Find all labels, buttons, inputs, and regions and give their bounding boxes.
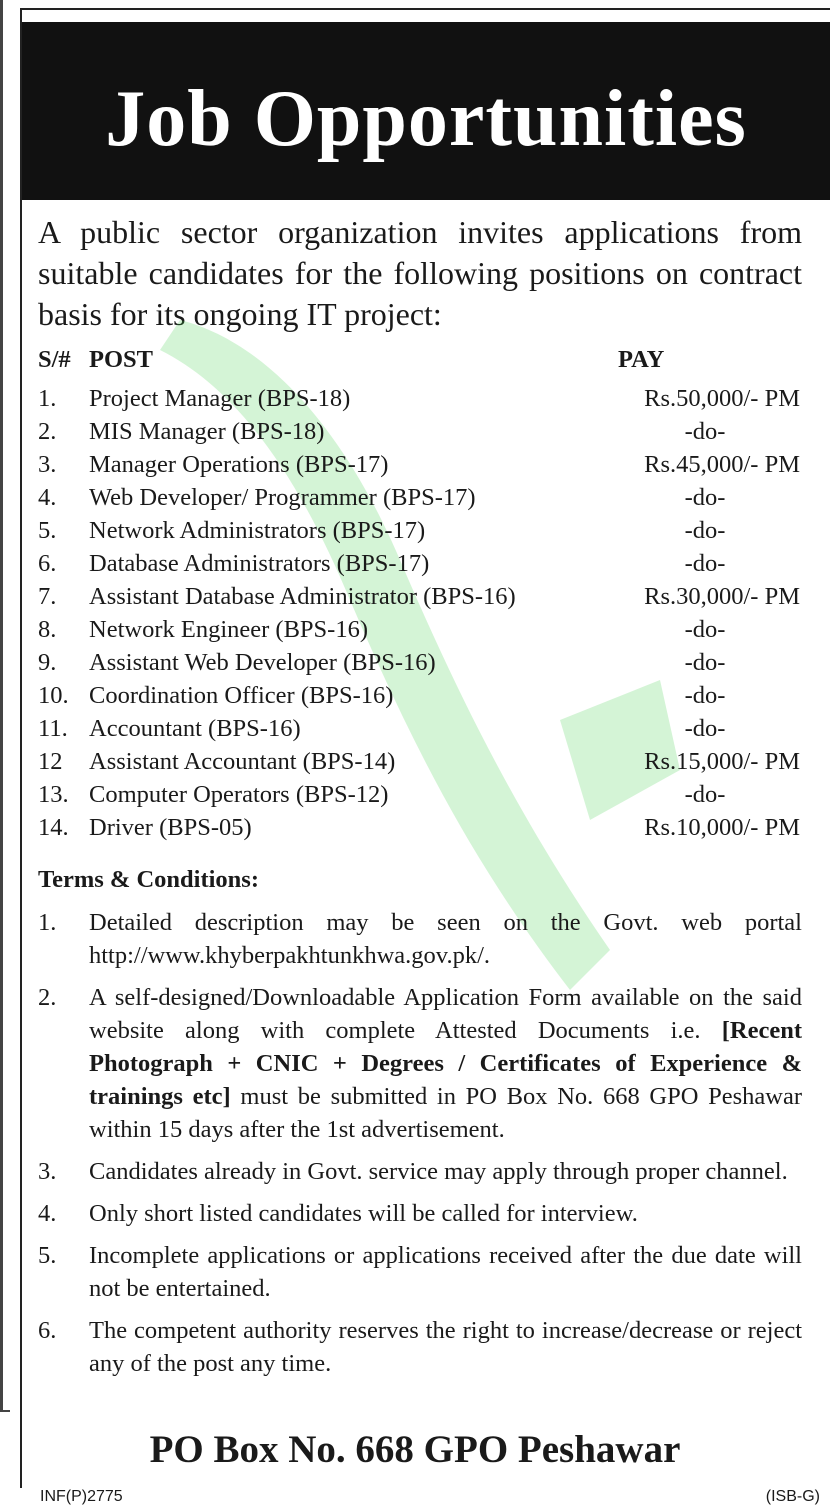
header-post: POST: [89, 346, 153, 373]
row-serial: 1.: [38, 385, 57, 412]
term-number: 4.: [38, 1200, 57, 1227]
row-pay: -do-: [684, 418, 726, 445]
row-pay: -do-: [684, 649, 726, 676]
row-serial: 10.: [38, 682, 69, 709]
row-pay: Rs.45,000/- PM: [644, 451, 800, 478]
row-serial: 11.: [38, 715, 68, 742]
term-number: 2.: [38, 984, 57, 1011]
table-row: [38, 415, 802, 448]
row-serial: 3.: [38, 451, 57, 478]
page-title: Job Opportunities: [105, 75, 747, 163]
row-post: Network Administrators (BPS-17): [89, 517, 426, 544]
term-text: must be submitted in PO Box No. 668 GPO Peshawar within 15 days after the 1st advertisement.: [89, 1083, 803, 1143]
footer-address: PO Box No. 668 GPO Peshawar: [149, 1428, 681, 1471]
term-item: [38, 1239, 802, 1305]
terms-list: [38, 906, 802, 1389]
table-row: [38, 745, 802, 778]
row-post: Coordination Officer (BPS-16): [89, 682, 394, 709]
table-row: [38, 514, 802, 547]
table-row: [38, 679, 802, 712]
table-row: [38, 448, 802, 481]
term-text: A self-designed/Downloadable Application Form available on the said website along with complete Attested Documents i.e.: [89, 984, 802, 1044]
row-post: Project Manager (BPS-18): [89, 385, 351, 412]
term-number: 6.: [38, 1317, 57, 1344]
term-number: 5.: [38, 1242, 57, 1269]
row-pay: -do-: [684, 682, 726, 709]
row-serial: 4.: [38, 484, 57, 511]
row-post: MIS Manager (BPS-18): [89, 418, 325, 445]
row-serial: 2.: [38, 418, 57, 445]
term-item: [38, 981, 802, 1146]
row-pay: Rs.15,000/- PM: [644, 748, 800, 775]
header-serial: S/#: [38, 346, 71, 373]
row-serial: 14.: [38, 814, 69, 841]
table-row: [38, 712, 802, 745]
row-serial: 7.: [38, 583, 57, 610]
term-text: Detailed description may be seen on the Govt. web portal http://www.khyberpakhtunkhwa.gov.pk/.: [89, 909, 802, 969]
row-pay: -do-: [684, 550, 726, 577]
row-serial: 6.: [38, 550, 57, 577]
row-pay: Rs.10,000/- PM: [644, 814, 800, 841]
row-serial: 8.: [38, 616, 57, 643]
row-serial: 13.: [38, 781, 69, 808]
table-row: [38, 481, 802, 514]
frame-left-border: [20, 8, 22, 1488]
table-row: [38, 646, 802, 679]
table-header: [38, 346, 802, 382]
row-serial: 9.: [38, 649, 57, 676]
row-pay: -do-: [684, 715, 726, 742]
row-post: Network Engineer (BPS-16): [89, 616, 368, 643]
intro-paragraph: A public sector organization invites applications from suitable candidates for the following positions on contract basis for its ongoing IT project:: [38, 214, 802, 332]
header-pay: PAY: [618, 346, 665, 373]
term-text: Candidates already in Govt. service may apply through proper channel.: [89, 1158, 788, 1185]
row-post: Assistant Database Administrator (BPS-16): [89, 583, 516, 610]
row-serial: 12: [38, 748, 63, 775]
table-row: [38, 811, 802, 844]
term-number: 3.: [38, 1158, 57, 1185]
row-post: Web Developer/ Programmer (BPS-17): [89, 484, 476, 511]
positions-table: [38, 346, 802, 844]
reference-code-left: INF(P)2775: [40, 1488, 123, 1505]
table-body: [38, 382, 802, 844]
row-pay: Rs.30,000/- PM: [644, 583, 800, 610]
row-post: Manager Operations (BPS-17): [89, 451, 389, 478]
row-pay: -do-: [684, 616, 726, 643]
term-text: Incomplete applications or applications received after the due date will not be entertained.: [89, 1242, 802, 1302]
row-pay: -do-: [684, 781, 726, 808]
reference-code-right: (ISB-G): [765, 1488, 820, 1505]
terms-heading: Terms & Conditions:: [38, 866, 259, 893]
term-text: Only short listed candidates will be called for interview.: [89, 1200, 638, 1227]
title-banner: [22, 22, 830, 200]
term-item: [38, 1197, 802, 1230]
frame-top-border: [20, 8, 830, 10]
term-item: [38, 1155, 802, 1188]
table-row: [38, 382, 802, 415]
table-row: [38, 613, 802, 646]
row-pay: -do-: [684, 517, 726, 544]
row-post: Assistant Accountant (BPS-14): [89, 748, 396, 775]
row-post: Computer Operators (BPS-12): [89, 781, 389, 808]
row-post: Assistant Web Developer (BPS-16): [89, 649, 436, 676]
term-item: [38, 906, 802, 972]
term-text: The competent authority reserves the right to increase/decrease or reject any of the post any time.: [89, 1317, 802, 1377]
term-item: [38, 1314, 802, 1380]
row-post: Accountant (BPS-16): [89, 715, 301, 742]
row-pay: -do-: [684, 484, 726, 511]
row-serial: 5.: [38, 517, 57, 544]
row-post: Driver (BPS-05): [89, 814, 252, 841]
table-row: [38, 580, 802, 613]
page-edge-line: [0, 0, 3, 1410]
table-row: [38, 778, 802, 811]
table-row: [38, 547, 802, 580]
row-pay: Rs.50,000/- PM: [644, 385, 800, 412]
page-edge-tick: [0, 1410, 10, 1412]
term-text-bold: [Recent Photograph + CNIC + Degrees / Certificates of Experience & trainings etc]: [89, 1017, 802, 1110]
row-post: Database Administrators (BPS-17): [89, 550, 430, 577]
term-number: 1.: [38, 909, 57, 936]
